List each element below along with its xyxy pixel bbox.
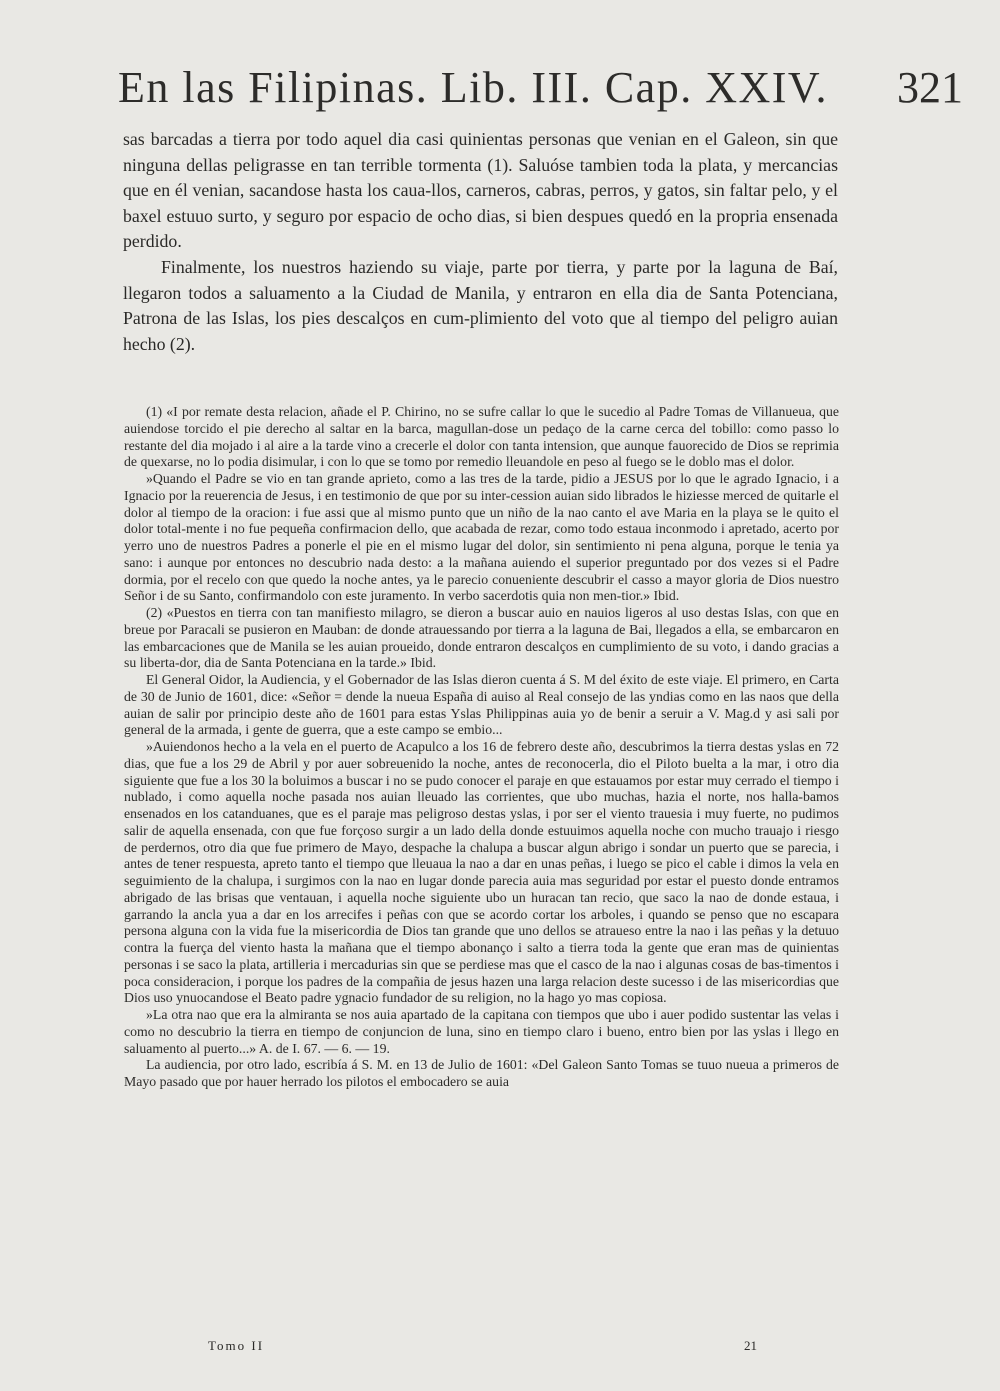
main-paragraph: sas barcadas a tierra por todo aquel dia casi quinientas personas que venian en el Galeon, sin que ninguna dellas peligrasse en tan terrible tormenta (1). Saluóse tambien toda la plata, y mercancias que en él venian, sacandose hasta los caua-llos, carneros, cabras, perros, y gatos, sin faltar pelo, y el baxel estuuo surto, y seguro por espacio de ocho dias, si bien despues quedó en la propria ensenada perdido. <box>123 129 838 252</box>
page-number: 321 <box>897 63 963 112</box>
running-title: En las Filipinas. Lib. III. Cap. XXIV. <box>118 63 829 112</box>
footnotes <box>124 404 839 1091</box>
footnote-paragraph: (1) «I por remate desta relacion, añade el P. Chirino, no se sufre callar lo que le sucedio al Padre Tomas de Villanueua, que auiendose torcido el pie derecho al saltar en la barca, magullan-dose un pedaço de la carne cerca del tobillo: como passo lo restante del dia mojado i al aire a la tarde vino a crecerle el dolor con tanta intension, que aunque fauorecido de Dios se reprimia de quexarse, no lo podia disimular, i con lo que se tomo por remedio lleuandole en peso al fuego se le doblo mas el dolor. <box>124 404 839 470</box>
footnote-paragraph: La audiencia, por otro lado, escribía á S. M. en 13 de Julio de 1601: «Del Galeon Santo Tomas se tuuo nueua a primeros de Mayo pasado que por hauer herrado los pilotos el embocadero se auia <box>124 1057 839 1089</box>
footnote-paragraph: »Quando el Padre se vio en tan grande aprieto, como a las tres de la tarde, pidio a JESUS por lo que le agrado Ignacio, i a Ignacio por la reuerencia de Jesus, i en testimonio de que por su inter-cession auian sido librados le hiziesse merced de quitarle el dolor al tiempo de la oracion: i fue assi que al mismo punto que un niño de la nao canto el ave Maria en la playa se le quito el dolor total-mente i no fue pequeña confirmacion dello, que acabada de rezar, como todo estaua inconmodo i apretado, acerto por yerro uno de nuestros Padres a ponerle el pie en el mismo lugar del dolor, sin sentimiento ni pena alguna, porque le tenia ya sano: i aunque por entonces no descubrio nada desto: a la mañana auiendo el superior preguntado por dos vezes si el Padre dormia, por el recelo con que quedo la noche antes, ya le parecio conueniente descubrir el casso a mayor gloria de Dios nuestro Señor i de su Santo, confirmandolo con este juramento. In verbo sacerdotis quia non men-tior.» Ibid. <box>124 471 839 604</box>
volume-label: Tomo II <box>208 1338 265 1353</box>
signature-mark: 21 <box>744 1338 757 1353</box>
footnote-paragraph: (2) «Puestos en tierra con tan manifiesto milagro, se dieron a buscar auio en nauios ligeros al uso destas Islas, con que en breue por Paracali se pusieron en Mauban: de donde atrauessando por tierra a la laguna de Bai, llegados a ella, se embarcaron en las embarcaciones que de Manila se les auian proueido, donde entraron descalços en cumplimiento de su voto, i dando gracias a su liberta-dor, dia de Santa Potenciana en la tarde.» Ibid. <box>124 605 839 671</box>
footnote-paragraph: »La otra nao que era la almiranta se nos auia apartado de la capitana con tiempos que ubo i auer podido sustentar las velas i como no descubrio la tierra en tiempo de conjuncion de luna, sino en tiempo claro i bueno, entro bien por las yslas i llego en saluamento al puerto...» A. de I. 67. — 6. — 19. <box>124 1007 839 1056</box>
main-text <box>123 127 838 357</box>
footnote-paragraph: »Auiendonos hecho a la vela en el puerto de Acapulco a los 16 de febrero deste año, descubrimos la tierra destas yslas en 72 dias, que fue a los 29 de Abril y por auer sobreuenido la noche, antes de reconocerla, dio el Piloto buelta a la mar, i otro dia siguiente que fue a los 30 la boluimos a buscar i no se pudo conocer el paraje en que estauamos por estar muy cerrado el tiempo i nublado, i como aquella noche pasada nos auian lleuado las corrientes, que ubo muchas, hazia el norte, nos halla-bamos ensenados en los catanduanes, que es el paraje mas peligroso destas yslas, i por ser el viento trauesia i muy fuerte, no pudimos salir de aquella ensenada, con que fue forçoso surgir a un lado della donde estuuimos aquella noche con mucho trauajo i riesgo de perdernos, otro dia que fue primero de Mayo, despache la chalupa a buscar algun abrigo i sondar un puerto que se parecia, i antes de tener respuesta, apreto tanto el tiempo que lleuaua la nao a dar en unas peñas, i luego se pico el cable i dimos la vela en seguimiento de la chalupa, i surgimos con la nao en lugar donde parecia auia mas seguridad por estar el puesto donde entramos abrigado de las brisas que ventauan, i aquella noche siguiente ubo un huracan tan recio, que saco la nao de donde estaua, i garrando la ancla yua a dar en los arrecifes i peñas con que se acordo cortar los arboles, i quando se penso que no escapara persona alguna con la vida fue la misericordia de Dios tan grande que uno dellos se atraueso entre la nao i las peñas y la detuuo contra la fuerça del viento hasta la mañana que el tiempo abonanço i salto a tierra toda la gente que eran mas de quinientas personas i se saco la plata, artilleria i mercadurias sin que se perdiese mas que el casco de la nao i algunas cosas de bas-timentos i poca consideracion, i porque los padres de la compañia de jesus hazen una larga relacion deste sucesso i de las misericordias que Dios uso ynuocandose el Beato padre ygnacio fundador de su religion, no la hago yo mas copiosa. <box>124 739 839 1006</box>
footnote-paragraph: El General Oidor, la Audiencia, y el Gobernador de las Islas dieron cuenta á S. M del éxito de este viaje. El primero, en Carta de 30 de Junio de 1601, dice: «Señor = dende la nueua España di auiso al Real consejo de las yndias como en las naos que della auian de salir por principio deste año de 1601 para estas Yslas Philippinas auia yo de benir a seruir a V. Mag.d y asi sali por general de la armada, i gente de guerra, que a este campo se embio... <box>124 672 839 738</box>
main-paragraph: Finalmente, los nuestros haziendo su viaje, parte por tierra, y parte por la laguna de Baí, llegaron todos a saluamento a la Ciudad de Manila, y entraron en ella dia de Santa Potenciana, Patrona de las Islas, los pies descalços en cum-plimiento del voto que al tiempo del peligro auian hecho (2). <box>123 256 838 354</box>
